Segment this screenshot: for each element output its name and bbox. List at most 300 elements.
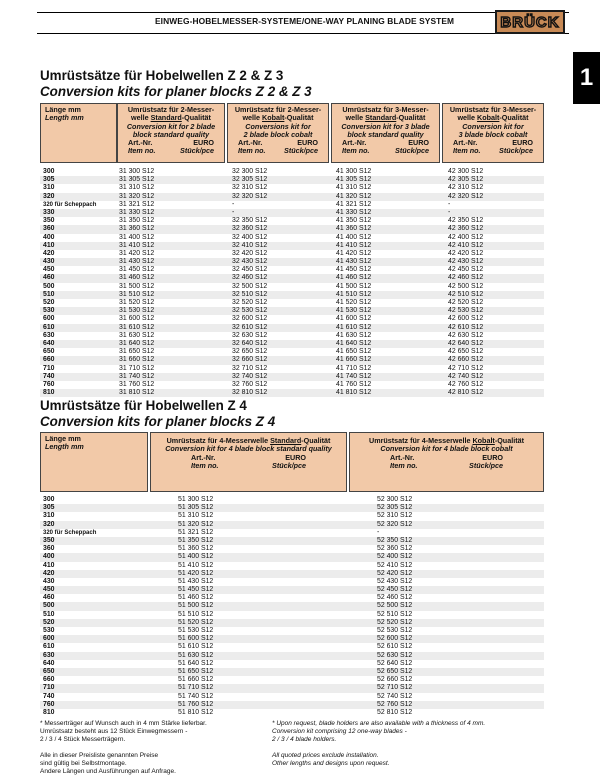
row-article-number: 52 760 S12 — [377, 700, 413, 708]
row-article-number: 52 450 S12 — [377, 586, 413, 594]
row-length: 400 — [43, 553, 55, 561]
row-article-number: 31 360 S12 — [119, 225, 155, 233]
table-row — [40, 250, 544, 258]
row-length: 510 — [43, 610, 55, 618]
table-row — [40, 266, 544, 274]
table-row — [40, 602, 544, 610]
row-article-number: 52 610 S12 — [377, 643, 413, 651]
row-length: 600 — [43, 315, 55, 323]
row-length: 460 — [43, 274, 55, 282]
header-bar — [37, 12, 569, 34]
footnote-en-4: All quoted prices exclude installation. — [272, 752, 379, 759]
row-article-number: 32 305 S12 — [232, 176, 268, 184]
table-row — [40, 652, 544, 660]
row-article-number: 32 400 S12 — [232, 233, 268, 241]
footnote-de-3: 2 / 3 / 4 Stück Messerträgern. — [40, 736, 126, 743]
row-length: 420 — [43, 249, 55, 257]
row-article-number: 51 420 S12 — [178, 569, 214, 577]
row-article-number: 42 810 S12 — [448, 389, 484, 397]
row-length: 610 — [43, 643, 55, 651]
table-row — [40, 365, 544, 373]
table-row — [40, 348, 544, 356]
row-article-number: 31 320 S12 — [119, 192, 155, 200]
row-article-number: 52 640 S12 — [377, 659, 413, 667]
row-length: 360 — [43, 225, 55, 233]
footnote-en-2: Conversion kit comprising 12 one-way blades - — [272, 728, 407, 735]
row-article-number: 51 430 S12 — [178, 577, 214, 585]
row-length: 410 — [43, 241, 55, 249]
row-length: 320 — [43, 192, 55, 200]
row-article-number: 52 400 S12 — [377, 553, 413, 561]
table-row — [40, 168, 544, 176]
row-article-number: 31 460 S12 — [119, 274, 155, 282]
row-article-number: 31 530 S12 — [119, 307, 155, 315]
row-article-number: 42 420 S12 — [448, 249, 484, 257]
table-row — [40, 635, 544, 643]
row-length: 400 — [43, 233, 55, 241]
row-article-number: 32 300 S12 — [232, 168, 268, 175]
row-article-number: 31 350 S12 — [119, 217, 155, 225]
row-length: 710 — [43, 684, 55, 692]
row-article-number: 51 510 S12 — [178, 610, 214, 618]
table-row — [40, 504, 544, 512]
row-length: 630 — [43, 331, 55, 339]
row-article-number: 42 530 S12 — [448, 307, 484, 315]
row-length: 810 — [43, 708, 55, 716]
row-article-number: - — [448, 208, 451, 216]
table-row — [40, 668, 544, 676]
row-article-number: 42 710 S12 — [448, 364, 484, 372]
table-row — [40, 537, 544, 545]
row-article-number: 42 500 S12 — [448, 282, 484, 290]
row-article-number: 42 300 S12 — [448, 168, 484, 175]
row-article-number: 42 350 S12 — [448, 217, 484, 225]
row-article-number: 32 630 S12 — [232, 331, 268, 339]
row-article-number: 31 330 S12 — [119, 208, 155, 216]
row-article-number: 31 500 S12 — [119, 282, 155, 290]
table-row — [40, 676, 544, 684]
row-article-number: 42 305 S12 — [448, 176, 484, 184]
row-article-number: 51 610 S12 — [178, 643, 214, 651]
row-article-number: 32 760 S12 — [232, 380, 268, 388]
row-article-number: 51 630 S12 — [178, 651, 214, 659]
row-length: 305 — [43, 176, 55, 184]
table-row — [40, 701, 544, 709]
table-row — [40, 324, 544, 332]
row-length: 760 — [43, 380, 55, 388]
row-article-number: 51 600 S12 — [178, 635, 214, 643]
row-article-number: 42 660 S12 — [448, 356, 484, 364]
row-article-number: 31 740 S12 — [119, 372, 155, 380]
row-article-number: 52 320 S12 — [377, 520, 413, 528]
row-article-number: 41 310 S12 — [336, 184, 372, 192]
row-article-number: - — [232, 208, 235, 216]
table-row — [40, 209, 544, 217]
row-article-number: 51 660 S12 — [178, 676, 214, 684]
row-article-number: 51 310 S12 — [178, 512, 214, 520]
table-row — [40, 332, 544, 340]
row-article-number: 51 530 S12 — [178, 627, 214, 634]
row-length: 740 — [43, 372, 55, 380]
row-article-number: 32 660 S12 — [232, 356, 268, 364]
row-article-number: 42 640 S12 — [448, 339, 484, 347]
row-article-number: 41 500 S12 — [336, 282, 372, 290]
row-article-number: 31 810 S12 — [119, 389, 155, 397]
table-row — [40, 242, 544, 250]
row-length: 710 — [43, 364, 55, 372]
table-row — [40, 627, 544, 635]
row-article-number: 31 760 S12 — [119, 380, 155, 388]
row-article-number: 32 710 S12 — [232, 364, 268, 372]
row-length: 450 — [43, 266, 55, 274]
row-article-number: 32 640 S12 — [232, 339, 268, 347]
s1-col4-header: Umrüstsatz für 3-Messer- welle Kobalt-Qualität Conversion kit for 3 blade block cobalt Art.-Nr. EURO Item no. Stück/pce — [442, 103, 544, 163]
table-row — [40, 578, 544, 586]
row-article-number: 51 500 S12 — [178, 602, 214, 610]
row-article-number: 52 710 S12 — [377, 684, 413, 692]
row-article-number: 52 650 S12 — [377, 667, 413, 675]
row-length: 420 — [43, 569, 55, 577]
row-article-number: 51 305 S12 — [178, 504, 214, 512]
row-article-number: 31 600 S12 — [119, 315, 155, 323]
row-article-number: 31 400 S12 — [119, 233, 155, 241]
table-row — [40, 562, 544, 570]
table-row — [40, 176, 544, 184]
row-article-number: - — [377, 528, 380, 536]
table-row — [40, 619, 544, 627]
row-article-number: 31 310 S12 — [119, 184, 155, 192]
row-length: 430 — [43, 258, 55, 266]
row-length: 300 — [43, 496, 55, 503]
row-article-number: 52 500 S12 — [377, 602, 413, 610]
footnote-de-6: Andere Längen und Ausführungen auf Anfrage. — [40, 768, 176, 775]
row-article-number: 32 320 S12 — [232, 192, 268, 200]
row-article-number: 41 600 S12 — [336, 315, 372, 323]
row-article-number: 51 450 S12 — [178, 586, 214, 594]
table-row — [40, 225, 544, 233]
row-article-number: 31 660 S12 — [119, 356, 155, 364]
row-article-number: 42 400 S12 — [448, 233, 484, 241]
row-article-number: 51 410 S12 — [178, 561, 214, 569]
footnote-de-2: Umrüstsatz besteht aus 12 Stück Einwegmessern - — [40, 728, 188, 735]
row-article-number: 42 760 S12 — [448, 380, 484, 388]
row-article-number: 52 630 S12 — [377, 651, 413, 659]
row-article-number: 42 650 S12 — [448, 348, 484, 356]
row-article-number: 51 740 S12 — [178, 692, 214, 700]
row-length: 430 — [43, 577, 55, 585]
row-article-number: 51 650 S12 — [178, 667, 214, 675]
row-article-number: 41 330 S12 — [336, 208, 372, 216]
row-article-number: 41 510 S12 — [336, 290, 372, 298]
row-article-number: 32 530 S12 — [232, 307, 268, 315]
row-length: 320 für Scheppach — [43, 529, 97, 536]
row-article-number: 32 500 S12 — [232, 282, 268, 290]
row-length: 600 — [43, 635, 55, 643]
row-article-number: 42 630 S12 — [448, 331, 484, 339]
footnote-en-5: Other lengths and designs upon request. — [272, 760, 390, 767]
row-article-number: 52 410 S12 — [377, 561, 413, 569]
table-row — [40, 586, 544, 594]
row-article-number: 51 321 S12 — [178, 528, 214, 536]
row-article-number: 31 630 S12 — [119, 331, 155, 339]
row-article-number: 41 410 S12 — [336, 241, 372, 249]
table-row — [40, 521, 544, 529]
row-length: 640 — [43, 339, 55, 347]
table-row — [40, 373, 544, 381]
table-row — [40, 643, 544, 651]
row-article-number: 31 410 S12 — [119, 241, 155, 249]
row-length: 350 — [43, 536, 55, 544]
row-article-number: 41 305 S12 — [336, 176, 372, 184]
row-article-number: 32 450 S12 — [232, 266, 268, 274]
footnote-de-1: * Messerträger auf Wunsch auch in 4 mm Stärke lieferbar. — [40, 720, 207, 727]
row-article-number: 52 300 S12 — [377, 496, 413, 503]
table-row — [40, 258, 544, 266]
table-row — [40, 496, 544, 504]
row-article-number: 32 600 S12 — [232, 315, 268, 323]
row-article-number: 41 630 S12 — [336, 331, 372, 339]
table-row — [40, 307, 544, 315]
row-length: 520 — [43, 618, 55, 626]
row-article-number: 32 740 S12 — [232, 372, 268, 380]
footnote-en-3: 2 / 3 / 4 blade holders. — [272, 736, 337, 743]
row-length: 530 — [43, 627, 55, 634]
s2-length-header: Länge mm Length mm — [40, 432, 148, 492]
row-article-number: 42 410 S12 — [448, 241, 484, 249]
row-article-number: 41 350 S12 — [336, 217, 372, 225]
row-length: 320 für Scheppach — [43, 201, 97, 208]
row-article-number: 31 640 S12 — [119, 339, 155, 347]
s2-col2-header: Umrüstsatz für 4-Messerwelle Kobalt-Qualität Conversion kit for 4 blade block cobalt Art.-Nr. EURO Item no. Stück/pce — [349, 432, 544, 492]
table-row — [40, 381, 544, 389]
row-article-number: 41 710 S12 — [336, 364, 372, 372]
row-article-number: 52 430 S12 — [377, 577, 413, 585]
table-row — [40, 693, 544, 701]
row-article-number: 41 460 S12 — [336, 274, 372, 282]
row-length: 740 — [43, 692, 55, 700]
row-article-number: 51 710 S12 — [178, 684, 214, 692]
row-article-number: 31 610 S12 — [119, 323, 155, 331]
row-article-number: 41 530 S12 — [336, 307, 372, 315]
row-length: 410 — [43, 561, 55, 569]
table-row — [40, 340, 544, 348]
table-row — [40, 570, 544, 578]
row-article-number: 51 320 S12 — [178, 520, 214, 528]
row-article-number: 52 460 S12 — [377, 594, 413, 602]
row-length: 630 — [43, 651, 55, 659]
table-row — [40, 389, 544, 397]
row-article-number: 51 400 S12 — [178, 553, 214, 561]
table-row — [40, 709, 544, 717]
row-length: 305 — [43, 504, 55, 512]
row-length: 660 — [43, 676, 55, 684]
row-length: 310 — [43, 184, 55, 192]
row-article-number: 41 321 S12 — [336, 200, 372, 208]
footnote-de-4: Alle in dieser Preisliste genannten Preise — [40, 752, 159, 759]
row-article-number: 51 520 S12 — [178, 618, 214, 626]
row-article-number: 52 360 S12 — [377, 545, 413, 553]
page-tab: 1 — [573, 52, 600, 104]
row-article-number: 41 760 S12 — [336, 380, 372, 388]
table-row — [40, 553, 544, 561]
row-article-number: 41 300 S12 — [336, 168, 372, 175]
row-article-number: 41 610 S12 — [336, 323, 372, 331]
row-article-number: 41 430 S12 — [336, 258, 372, 266]
row-article-number: 31 430 S12 — [119, 258, 155, 266]
row-article-number: 31 650 S12 — [119, 348, 155, 356]
row-article-number: 51 360 S12 — [178, 545, 214, 553]
row-length: 650 — [43, 348, 55, 356]
row-length: 510 — [43, 290, 55, 298]
row-article-number: 51 350 S12 — [178, 536, 214, 544]
row-article-number: 51 760 S12 — [178, 700, 214, 708]
row-article-number: 51 810 S12 — [178, 708, 214, 716]
row-article-number: - — [232, 200, 235, 208]
table-row — [40, 512, 544, 520]
row-article-number: 52 305 S12 — [377, 504, 413, 512]
row-length: 330 — [43, 208, 55, 216]
row-article-number: 42 360 S12 — [448, 225, 484, 233]
header-title: EINWEG-HOBELMESSER-SYSTEME/ONE-WAY PLANING BLADE SYSTEM — [155, 16, 455, 26]
table-row — [40, 274, 544, 282]
row-length: 300 — [43, 168, 55, 175]
row-article-number: 52 530 S12 — [377, 627, 413, 634]
s2-col1-header: Umrüstsatz für 4-Messerwelle Standard-Qualität Conversion kit for 4 blade block standard quality Art.-Nr. EURO Item no. Stück/pce — [150, 432, 347, 492]
table-row — [40, 184, 544, 192]
row-article-number: 42 520 S12 — [448, 299, 484, 306]
row-article-number: 31 420 S12 — [119, 249, 155, 257]
row-article-number: 32 460 S12 — [232, 274, 268, 282]
row-length: 500 — [43, 602, 55, 610]
table-row — [40, 217, 544, 225]
row-length: 310 — [43, 512, 55, 520]
row-article-number: 32 430 S12 — [232, 258, 268, 266]
row-article-number: 41 450 S12 — [336, 266, 372, 274]
section2-title-de: Umrüstsätze für Hobelwellen Z 4 — [40, 398, 247, 413]
row-length: 810 — [43, 389, 55, 397]
row-article-number: 31 710 S12 — [119, 364, 155, 372]
s1-col3-header: Umrüstsatz für 3-Messer- welle Standard-Qualität Conversion kit for 3 blade block standard quality Art.-Nr. EURO Item no. Stück/pce — [331, 103, 440, 163]
row-length: 660 — [43, 356, 55, 364]
row-article-number: - — [448, 200, 451, 208]
row-article-number: 31 450 S12 — [119, 266, 155, 274]
table-row — [40, 315, 544, 323]
row-article-number: 31 520 S12 — [119, 299, 155, 306]
row-article-number: 52 520 S12 — [377, 618, 413, 626]
s1-table-body — [40, 168, 544, 397]
row-article-number: 51 300 S12 — [178, 496, 214, 503]
table-row — [40, 283, 544, 291]
row-length: 320 — [43, 520, 55, 528]
table-row — [40, 594, 544, 602]
row-length: 520 — [43, 299, 55, 306]
table-row — [40, 529, 544, 537]
row-article-number: 41 400 S12 — [336, 233, 372, 241]
row-article-number: 42 450 S12 — [448, 266, 484, 274]
table-row — [40, 660, 544, 668]
row-article-number: 42 430 S12 — [448, 258, 484, 266]
row-length: 500 — [43, 282, 55, 290]
row-article-number: 52 600 S12 — [377, 635, 413, 643]
row-article-number: 42 610 S12 — [448, 323, 484, 331]
row-length: 350 — [43, 217, 55, 225]
row-article-number: 42 320 S12 — [448, 192, 484, 200]
row-length: 460 — [43, 594, 55, 602]
row-article-number: 52 420 S12 — [377, 569, 413, 577]
row-length: 640 — [43, 659, 55, 667]
row-article-number: 42 510 S12 — [448, 290, 484, 298]
section2-title-en: Conversion kits for planer blocks Z 4 — [40, 414, 276, 429]
table-row — [40, 356, 544, 364]
footnote-de-5: sind gültig bei Selbstmontage. — [40, 760, 127, 767]
s1-col2-header: Umrüstsatz für 2-Messer- welle Kobalt-Qualität Conversions kit for 2 blade block cobalt Art.-Nr. EURO Item no. Stück/pce — [227, 103, 329, 163]
row-length: 650 — [43, 667, 55, 675]
row-length: 360 — [43, 545, 55, 553]
row-article-number: 41 650 S12 — [336, 348, 372, 356]
row-article-number: 32 350 S12 — [232, 217, 268, 225]
row-article-number: 41 420 S12 — [336, 249, 372, 257]
row-article-number: 32 610 S12 — [232, 323, 268, 331]
footnote-en-1: * Upon request, blade holders are also available with a thickness of 4 mm. — [272, 720, 486, 727]
row-length: 760 — [43, 700, 55, 708]
table-row — [40, 234, 544, 242]
table-row — [40, 545, 544, 553]
row-article-number: 32 360 S12 — [232, 225, 268, 233]
row-article-number: 51 460 S12 — [178, 594, 214, 602]
row-article-number: 41 360 S12 — [336, 225, 372, 233]
table-row — [40, 611, 544, 619]
row-article-number: 42 740 S12 — [448, 372, 484, 380]
row-article-number: 41 640 S12 — [336, 339, 372, 347]
row-article-number: 41 320 S12 — [336, 192, 372, 200]
row-article-number: 51 640 S12 — [178, 659, 214, 667]
row-article-number: 32 410 S12 — [232, 241, 268, 249]
row-article-number: 32 420 S12 — [232, 249, 268, 257]
brand-logo: BRÜCK — [495, 10, 565, 34]
row-article-number: 32 310 S12 — [232, 184, 268, 192]
s2-table-body — [40, 496, 544, 717]
row-article-number: 52 310 S12 — [377, 512, 413, 520]
row-article-number: 32 510 S12 — [232, 290, 268, 298]
row-article-number: 41 740 S12 — [336, 372, 372, 380]
row-article-number: 32 650 S12 — [232, 348, 268, 356]
row-article-number: 52 660 S12 — [377, 676, 413, 684]
row-article-number: 41 660 S12 — [336, 356, 372, 364]
row-article-number: 41 520 S12 — [336, 299, 372, 306]
row-length: 530 — [43, 307, 55, 315]
row-article-number: 32 810 S12 — [232, 389, 268, 397]
row-article-number: 52 810 S12 — [377, 708, 413, 716]
s1-length-header: Länge mm Length mm — [40, 103, 117, 163]
row-article-number: 52 740 S12 — [377, 692, 413, 700]
row-article-number: 52 510 S12 — [377, 610, 413, 618]
table-row — [40, 299, 544, 307]
row-article-number: 41 810 S12 — [336, 389, 372, 397]
section1-title-de: Umrüstsätze für Hobelwellen Z 2 & Z 3 — [40, 68, 284, 83]
table-row — [40, 684, 544, 692]
row-article-number: 31 510 S12 — [119, 290, 155, 298]
table-row — [40, 201, 544, 209]
row-length: 450 — [43, 586, 55, 594]
row-article-number: 52 350 S12 — [377, 536, 413, 544]
row-article-number: 42 310 S12 — [448, 184, 484, 192]
table-row — [40, 193, 544, 201]
row-length: 610 — [43, 323, 55, 331]
section1-title-en: Conversion kits for planer blocks Z 2 & Z 3 — [40, 84, 312, 99]
row-article-number: 32 520 S12 — [232, 299, 268, 306]
row-article-number: 31 300 S12 — [119, 168, 155, 175]
row-article-number: 31 321 S12 — [119, 200, 155, 208]
